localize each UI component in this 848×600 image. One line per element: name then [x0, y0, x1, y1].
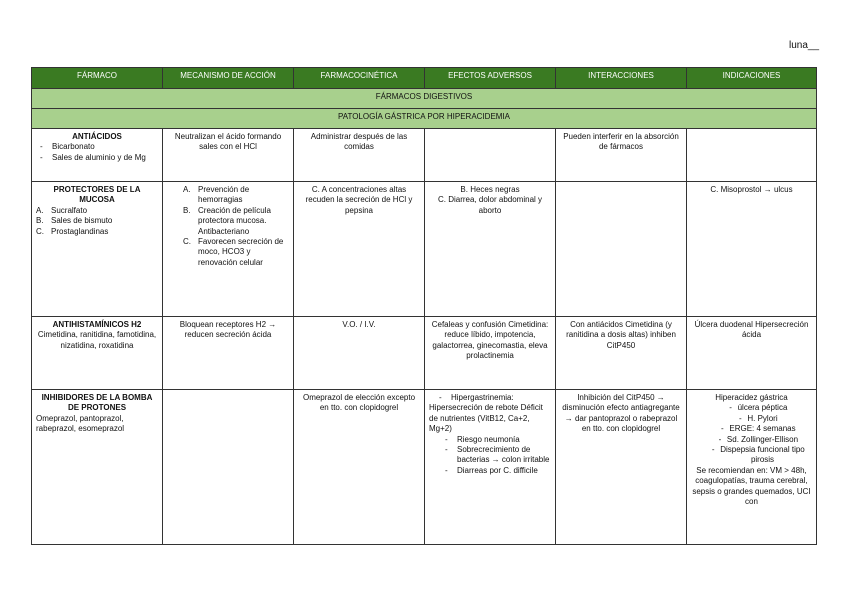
- indications-title: Hiperacidez gástrica: [715, 393, 788, 402]
- drug-list: [36, 206, 158, 237]
- cell-indicaciones: [687, 390, 817, 545]
- cell-interacciones: [556, 182, 687, 317]
- header-farmacocinetica: FARMACOCINÉTICA: [294, 68, 425, 89]
- section-title: FÁRMACOS DIGESTIVOS: [32, 89, 817, 109]
- section-row: [32, 89, 817, 109]
- cell-indicaciones: [687, 129, 817, 182]
- list-item: - Dispepsia funcional tipo pirosis: [697, 445, 812, 466]
- table-row: [32, 390, 817, 545]
- list-item: - H. Pylori: [697, 414, 812, 424]
- drug-group-title: INHIBIDORES DE LA BOMBA DE PROTONES: [41, 393, 153, 413]
- corner-label: luna__: [789, 40, 820, 51]
- cell-indicaciones: C. Misoprostol → ulcus: [687, 182, 817, 317]
- list-item: B. Creación de película protectora mucosa. Antibacteriano: [183, 205, 271, 236]
- list-item: A. Prevención de hemorragias: [183, 185, 250, 205]
- cell-farmacocinetica: Omeprazol de elección excepto en tto. con clopidogrel: [294, 390, 425, 545]
- header-farmaco: FÁRMACO: [32, 68, 163, 89]
- table-row: [32, 182, 817, 317]
- cell-interacciones: Con antiácidos Cimetidina (y ranitidina a dosis altas) inhiben CitP450: [556, 317, 687, 390]
- list-item: C. Prostaglandinas: [36, 226, 109, 236]
- drug-group-title: PROTECTORES DE LA MUCOSA: [53, 185, 141, 205]
- adverse-line: C. Diarrea, dolor abdominal y aborto: [437, 195, 543, 215]
- list-item: C. Favorecen secreción de moco, HCO3 y renovación celular: [183, 237, 284, 267]
- cell-efectos: [425, 390, 556, 545]
- mechanism-list: [183, 185, 289, 268]
- table-row: [32, 129, 817, 182]
- cell-farmacocinetica: Administrar después de las comidas: [294, 129, 425, 182]
- drug-names: Cimetidina, ranitidina, famotidina, nizatidina, roxatidina: [37, 330, 157, 350]
- adverse-text: Hipersecreción de rebote Déficit de nutrientes (VitB12, Ca+2, Mg+2): [429, 403, 543, 434]
- list-item: A. Sucralfato: [36, 205, 88, 215]
- adverse-list: [429, 435, 551, 477]
- cell-mecanismo: [163, 390, 294, 545]
- header-row: [32, 68, 817, 89]
- table-row: [32, 317, 817, 390]
- cell-mecanismo: Bloquean receptores H2 → reducen secreción ácida: [163, 317, 294, 390]
- indications-list: [691, 403, 812, 465]
- list-item: - úlcera péptica: [697, 403, 812, 413]
- cell-farmacocinetica: C. A concentraciones altas recuden la secreción de HCl y pepsina: [294, 182, 425, 317]
- drug-group-title: ANTIÁCIDOS: [72, 132, 122, 141]
- cell-efectos: [425, 129, 556, 182]
- list-item: - Hipergastrinemia:: [437, 393, 551, 403]
- header-interacciones: INTERACCIONES: [556, 68, 687, 89]
- list-item: - Bicarbonato: [36, 142, 158, 152]
- pharmacology-table: [31, 67, 817, 545]
- cell-mecanismo: [163, 182, 294, 317]
- indications-extra: Se recomiendan en: VM > 48h, coagulopatías, trauma cerebral, sepsis o grandes quemados, UCI con: [692, 465, 811, 507]
- list-item: - Riesgo neumonía: [443, 435, 551, 445]
- cell-farmaco: [32, 182, 163, 317]
- header-indicaciones: INDICACIONES: [687, 68, 817, 89]
- cell-efectos: Cefaleas y confusión Cimetidina: reduce líbido, impotencia, galactorrea, ginecomastia, eleva prolactinemia: [425, 317, 556, 390]
- header-efectos: EFECTOS ADVERSOS: [425, 68, 556, 89]
- cell-indicaciones: Úlcera duodenal Hipersecreción ácida: [687, 317, 817, 390]
- cell-mecanismo: Neutralizan el ácido formando sales con el HCl: [163, 129, 294, 182]
- list-item: - Sales de aluminio y de Mg: [36, 153, 158, 163]
- cell-farmacocinetica: V.O. / I.V.: [294, 317, 425, 390]
- adverse-head-list: [429, 393, 551, 403]
- cell-interacciones: Inhibición del CitP450 → disminución efecto antiagregante → dar pantoprazol o rabeprazol en tto. con clopidogrel: [556, 390, 687, 545]
- adverse-line: B. Heces negras: [460, 185, 520, 194]
- list-item: B. Sales de bismuto: [36, 216, 113, 226]
- list-item: - Diarreas por C. difficile: [443, 466, 551, 476]
- cell-farmaco: [32, 390, 163, 545]
- cell-efectos: [425, 182, 556, 317]
- cell-interacciones: Pueden interferir en la absorción de fármacos: [556, 129, 687, 182]
- list-item: - Sd. Zollinger-Ellison: [697, 435, 812, 445]
- subsection-title: PATOLOGÍA GÁSTRICA POR HIPERACIDEMIA: [32, 109, 817, 129]
- drug-list: [36, 142, 158, 163]
- drug-group-title: ANTIHISTAMÍNICOS H2: [52, 320, 142, 329]
- list-item: - Sobrecrecimiento de bacterias → colon irritable: [443, 445, 551, 466]
- header-mecanismo: MECANISMO DE ACCIÓN: [163, 68, 294, 89]
- cell-farmaco: [32, 129, 163, 182]
- drug-names: Omeprazol, pantoprazol, rabeprazol, esomeprazol: [36, 413, 125, 434]
- cell-farmaco: [32, 317, 163, 390]
- subsection-row: [32, 109, 817, 129]
- list-item: - ERGE: 4 semanas: [697, 424, 812, 434]
